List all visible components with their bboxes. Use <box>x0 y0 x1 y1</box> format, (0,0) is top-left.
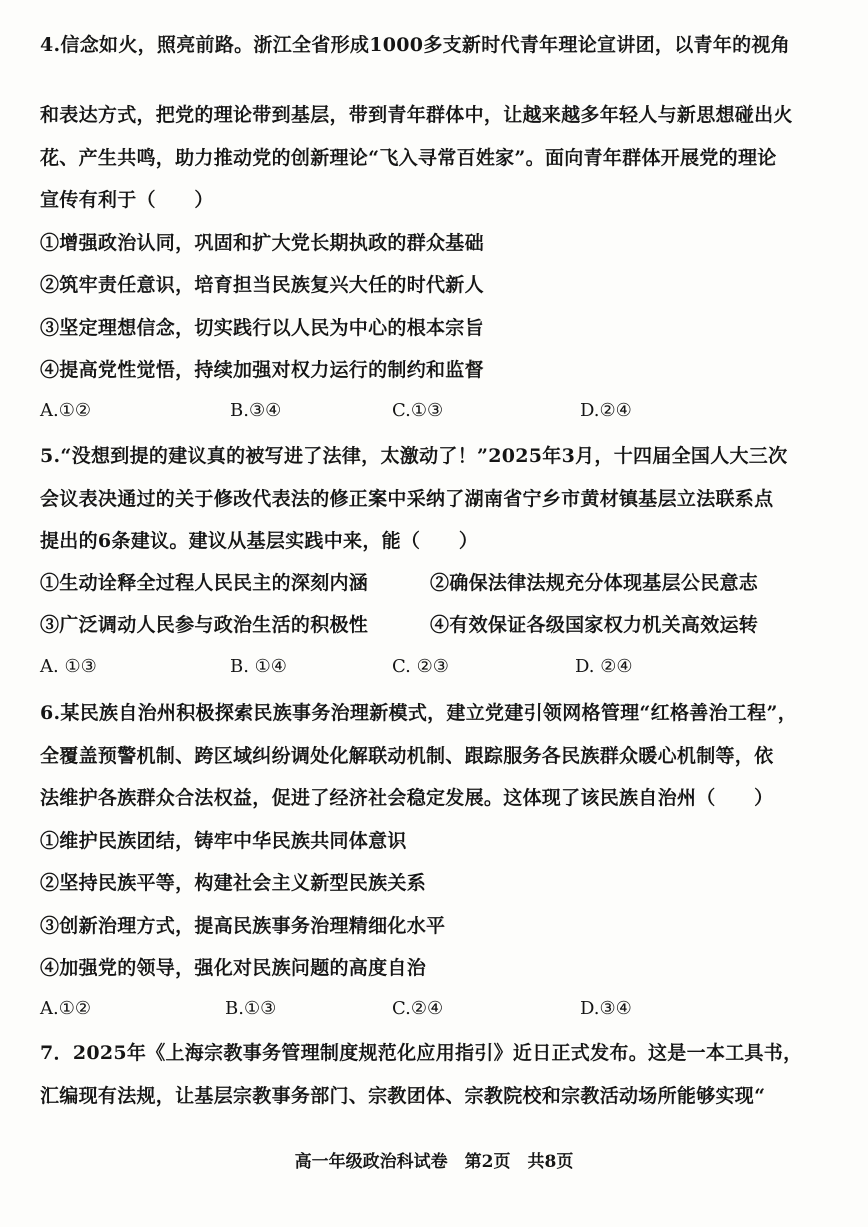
page-footer: 高一年级政治科试卷 第2页 共8页 <box>294 1152 574 1172</box>
question-6-option-3: ③创新治理方式，提高民族事务治理精细化水平 <box>40 915 446 937</box>
question-4-option-3: ③坚定理想信念，切实践行以人民为中心的根本宗旨 <box>40 317 484 339</box>
question-4-stem-line-2: 和表达方式，把党的理论带到基层，带到青年群体中，让越来越多年轻人与新思想碰出火 <box>40 104 793 126</box>
question-5-stem-line-2: 会议表决通过的关于修改代表法的修正案中采纳了湖南省宁乡市黄材镇基层立法联系点 <box>40 488 774 510</box>
question-5-choice-b: B. ①④ <box>230 656 287 677</box>
question-5-stem-line-1: 5.“没想到提的建议真的被写进了法律，太激动了！”2025年3月，十四届全国人大三次 <box>40 445 788 467</box>
question-5-choice-a: A. ①③ <box>40 656 97 677</box>
question-6-choice-c: C.②④ <box>392 998 444 1019</box>
question-5-choice-d: D. ②④ <box>575 656 633 677</box>
question-6-option-1: ①维护民族团结，铸牢中华民族共同体意识 <box>40 830 407 852</box>
question-4-choice-a: A.①② <box>40 400 91 421</box>
question-4-choice-d: D.②④ <box>580 400 632 421</box>
question-6-choice-a: A.①② <box>40 998 91 1019</box>
question-7-stem-line-2: 汇编现有法规，让基层宗教事务部门、宗教团体、宗教院校和宗教活动场所能够实现“ <box>40 1085 766 1107</box>
question-5-option-3: ③广泛调动人民参与政治生活的积极性 <box>40 614 369 636</box>
question-4-option-2: ②筑牢责任意识，培育担当民族复兴大任的时代新人 <box>40 274 484 296</box>
question-4-option-4: ④提高党性觉悟，持续加强对权力运行的制约和监督 <box>40 359 484 381</box>
question-5-stem-line-3: 提出的6条建议。建议从基层实践中来，能（ ） <box>40 530 479 552</box>
question-5-option-2: ②确保法律法规充分体现基层公民意志 <box>430 572 759 594</box>
question-4-stem-line-4: 宣传有利于（ ） <box>40 189 214 211</box>
question-5-option-1: ①生动诠释全过程人民民主的深刻内涵 <box>40 572 369 594</box>
question-6-option-2: ②坚持民族平等，构建社会主义新型民族关系 <box>40 872 427 894</box>
question-6-choice-d: D.③④ <box>580 998 632 1019</box>
question-4-choice-b: B.③④ <box>230 400 282 421</box>
question-6-stem-line-2: 全覆盖预警机制、跨区域纠纷调处化解联动机制、跟踪服务各民族群众暖心机制等，依 <box>40 745 774 767</box>
question-7-stem-line-1: 7．2025年《上海宗教事务管理制度规范化应用指引》近日正式发布。这是一本工具书， <box>40 1042 803 1064</box>
question-6-choice-b: B.①③ <box>225 998 277 1019</box>
question-5-choice-c: C. ②③ <box>392 656 449 677</box>
question-4-option-1: ①增强政治认同，巩固和扩大党长期执政的群众基础 <box>40 232 484 254</box>
question-6-stem-line-1: 6.某民族自治州积极探索民族事务治理新模式，建立党建引领网格管理“红格善治工程”， <box>40 702 797 724</box>
question-4-stem-line-1: 4.信念如火，照亮前路。浙江全省形成1000多支新时代青年理论宣讲团，以青年的视角 <box>40 34 791 56</box>
question-5-option-4: ④有效保证各级国家权力机关高效运转 <box>430 614 759 636</box>
question-4-choice-c: C.①③ <box>392 400 444 421</box>
question-6-option-4: ④加强党的领导，强化对民族问题的高度自治 <box>40 957 427 979</box>
question-4-stem-line-3: 花、产生共鸣，助力推动党的创新理论“飞入寻常百姓家”。面向青年群体开展党的理论 <box>40 147 777 169</box>
question-6-stem-line-3: 法维护各族群众合法权益，促进了经济社会稳定发展。这体现了该民族自治州（ ） <box>40 787 774 809</box>
